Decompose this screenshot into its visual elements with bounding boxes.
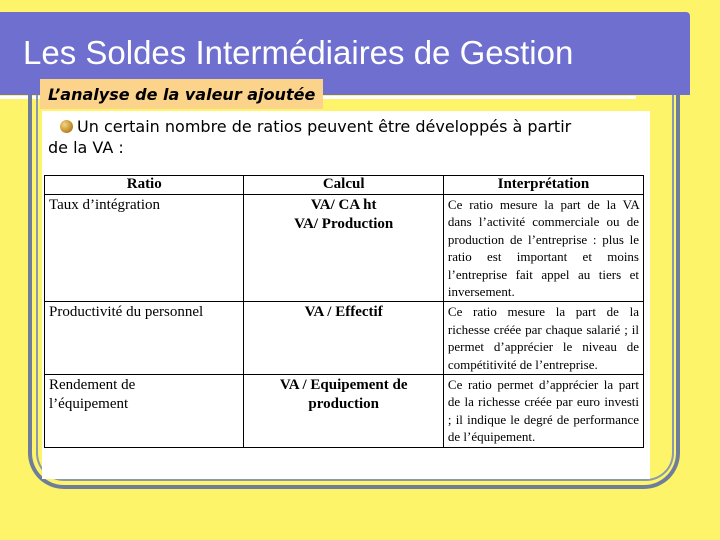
interpretation-text: dans l’activité commerciale ou de: [447, 214, 639, 230]
section-subtitle: L’analyse de la valeur ajoutée: [40, 79, 323, 109]
interpretation-text: inversement.: [447, 284, 515, 300]
interpretation-text: ratio est important et moins: [447, 249, 639, 265]
page-title: Les Soldes Intermédiaires de Gestion: [23, 34, 574, 71]
interpretation-text: de la richesse créée par euro: [447, 394, 601, 410]
header-ratio: Ratio: [45, 176, 244, 195]
calcul-formula: VA/ Production: [294, 216, 394, 232]
interpretation-cell: [443, 302, 643, 375]
intro-line-2: de la VA :: [48, 138, 124, 157]
interpretation-cell: [443, 375, 643, 448]
calcul-cell: [244, 195, 443, 302]
calcul-formula: production: [308, 396, 379, 413]
interpretation-text: Ce ratio permet d’apprécier la part: [447, 377, 639, 393]
interpretation-text: compétitivité de l’entreprise.: [447, 356, 598, 372]
interpretation-text: Ce ratio mesure la part de la VA: [447, 197, 639, 212]
table-row: [45, 375, 644, 448]
interpretation-text: permet d’apprécier le niveau de: [447, 339, 639, 355]
table-row: [45, 302, 644, 375]
interpretation-cell: [443, 195, 643, 302]
header-calcul: Calcul: [244, 176, 443, 195]
ratio-cell: [45, 375, 244, 448]
calcul-formula: VA / Equipement de: [279, 377, 408, 394]
header-interpretation: Interprétation: [443, 176, 643, 195]
ratio-table-container: [42, 165, 650, 479]
table-header-row: [45, 176, 644, 195]
ratio-table: [44, 175, 644, 448]
table-row: [45, 195, 644, 302]
ratio-name: Taux d’intégration: [49, 197, 160, 213]
ratio-name: Rendement de: [49, 377, 136, 394]
intro-text: [42, 111, 650, 165]
interpretation-text: production de l’entreprise : plus le: [447, 231, 639, 247]
interpretation-text: richesse créée par chaque salarié ; il: [447, 321, 639, 337]
interpretation-text: l’entreprise fait appel au tiers et: [447, 266, 639, 282]
interpretation-text: performance de l’équipement.: [447, 411, 640, 445]
bullet-icon: [60, 120, 73, 133]
ratio-name: Productivité du personnel: [49, 304, 204, 321]
calcul-cell: [244, 375, 443, 448]
ratio-name: l’équipement: [49, 396, 129, 413]
intro-line-1: Un certain nombre de ratios peuvent être développés à partir: [77, 117, 572, 136]
ratio-cell: [45, 195, 244, 302]
calcul-formula: VA / Effectif: [304, 304, 383, 321]
calcul-cell: [244, 302, 443, 375]
interpretation-text: Ce ratio mesure la part de la: [447, 304, 639, 320]
interpretation-text: investi ; il indique le degré de: [447, 394, 639, 427]
ratio-cell: [45, 302, 244, 375]
calcul-formula: VA/ CA ht: [310, 197, 377, 213]
